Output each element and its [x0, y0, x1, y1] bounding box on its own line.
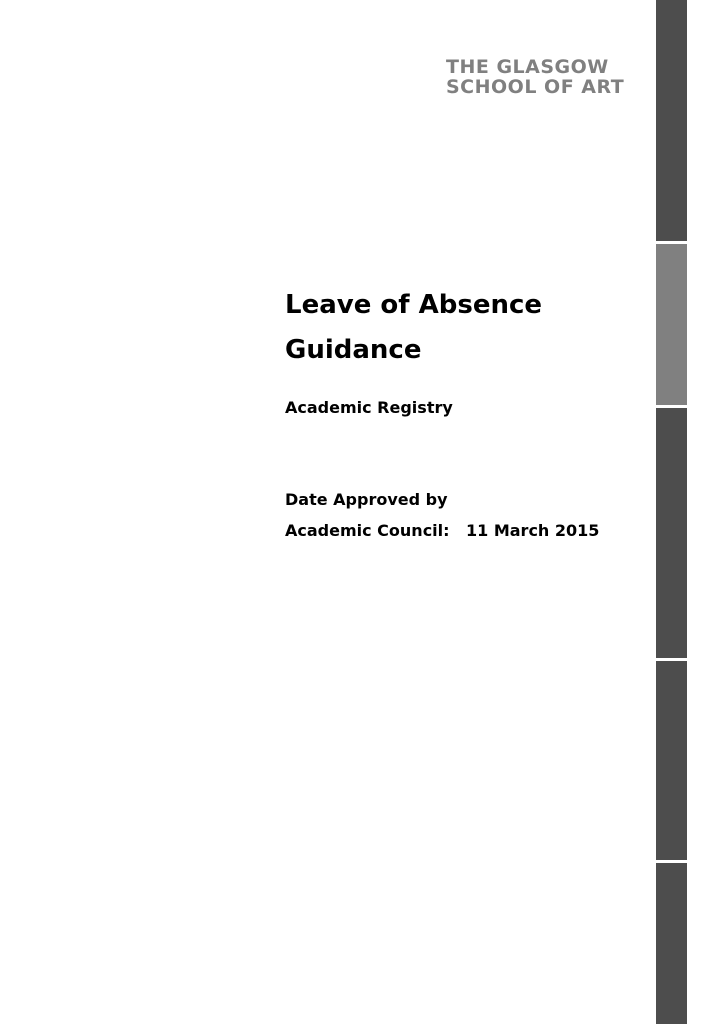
side-bar-segment — [656, 0, 687, 241]
logo-line-1: THE GLASGOW — [446, 56, 609, 78]
side-bar-segment-highlight — [656, 244, 687, 405]
side-bar-segment — [656, 408, 687, 658]
approval-date: 11 March 2015 — [466, 521, 600, 540]
approval-label-2: Academic Council: — [285, 521, 450, 540]
approval-label-1: Date Approved by — [285, 490, 448, 509]
document-title-line-2: Guidance — [285, 335, 422, 365]
glasgow-school-of-art-logo — [446, 57, 624, 97]
side-bar-segment — [656, 863, 687, 1024]
side-bar-segment — [656, 661, 687, 860]
logo-line-2: SCHOOL OF ART — [446, 76, 625, 98]
document-title-line-1: Leave of Absence — [285, 290, 543, 320]
department: Academic Registry — [285, 398, 453, 417]
